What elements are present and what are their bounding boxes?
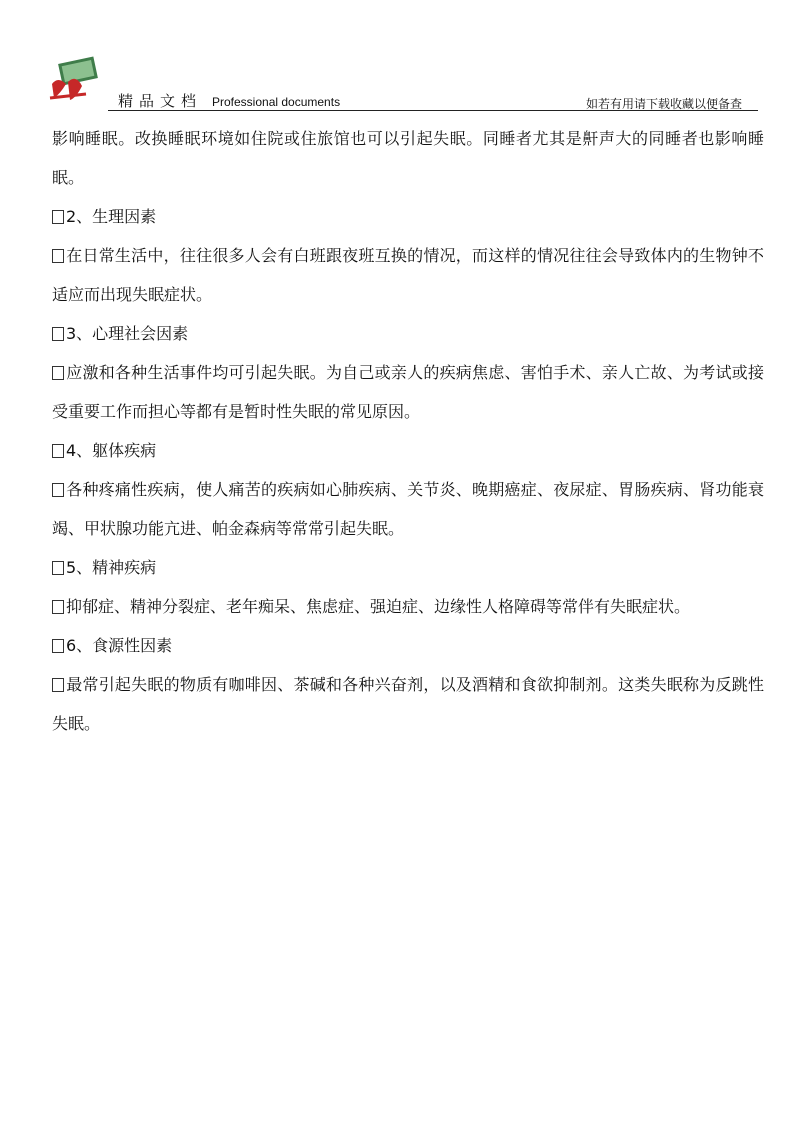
paragraph-3: 应激和各种生活事件均可引起失眠。为自己或亲人的疾病焦虑、害怕手术、亲人亡故、为考试或接受重要工作而担心等都有是暂时性失眠的常见原因。 — [52, 363, 764, 421]
checkbox-glyph-icon — [52, 210, 64, 224]
checkbox-glyph-icon — [52, 327, 64, 341]
checkbox-glyph-icon — [52, 249, 64, 263]
section-heading-4: 4、躯体疾病 — [52, 431, 764, 470]
section-heading-2: 2、生理因素 — [52, 197, 764, 236]
checkbox-glyph-icon — [52, 561, 64, 575]
paragraph-5: 抑郁症、精神分裂症、老年痴呆、焦虑症、强迫症、边缘性人格障碍等常伴有失眠症状。 — [52, 587, 764, 626]
section-heading-6: 6、食源性因素 — [52, 626, 764, 665]
paragraph-6: 最常引起失眠的物质有咖啡因、茶碱和各种兴奋剂，以及酒精和食欲抑制剂。这类失眠称为反跳性失眠。 — [52, 675, 764, 733]
paragraph-4: 各种疼痛性疾病，使人痛苦的疾病如心肺疾病、关节炎、晚期癌症、夜尿症、胃肠疾病、肾功能衰竭、甲状腺功能亢进、帕金森病等常常引起失眠。 — [52, 480, 764, 538]
section-heading-3: 3、心理社会因素 — [52, 314, 764, 353]
header-note: 如若有用请下载收藏以便备查 — [585, 97, 742, 111]
section-heading-5: 5、精神疾病 — [52, 548, 764, 587]
book-logo-icon — [46, 54, 106, 104]
checkbox-glyph-icon — [52, 366, 64, 380]
brand-title-en: Professional documents — [212, 95, 341, 109]
checkbox-glyph-icon — [52, 444, 64, 458]
brand-title-cn: 精品文档 — [118, 92, 203, 110]
paragraph-2: 在日常生活中，往往很多人会有白班跟夜班互换的情况，而这样的情况往往会导致体内的生物钟不适应而出现失眠症状。 — [52, 246, 764, 304]
document-body — [52, 119, 764, 743]
header-divider — [108, 110, 758, 111]
checkbox-glyph-icon — [52, 678, 64, 692]
paragraph-1: 影响睡眠。改换睡眠环境如住院或住旅馆也可以引起失眠。同睡者尤其是鼾声大的同睡者也影响睡眠。 — [52, 129, 764, 187]
checkbox-glyph-icon — [52, 639, 64, 653]
checkbox-glyph-icon — [52, 600, 64, 614]
checkbox-glyph-icon — [52, 483, 64, 497]
page-header — [0, 0, 794, 112]
